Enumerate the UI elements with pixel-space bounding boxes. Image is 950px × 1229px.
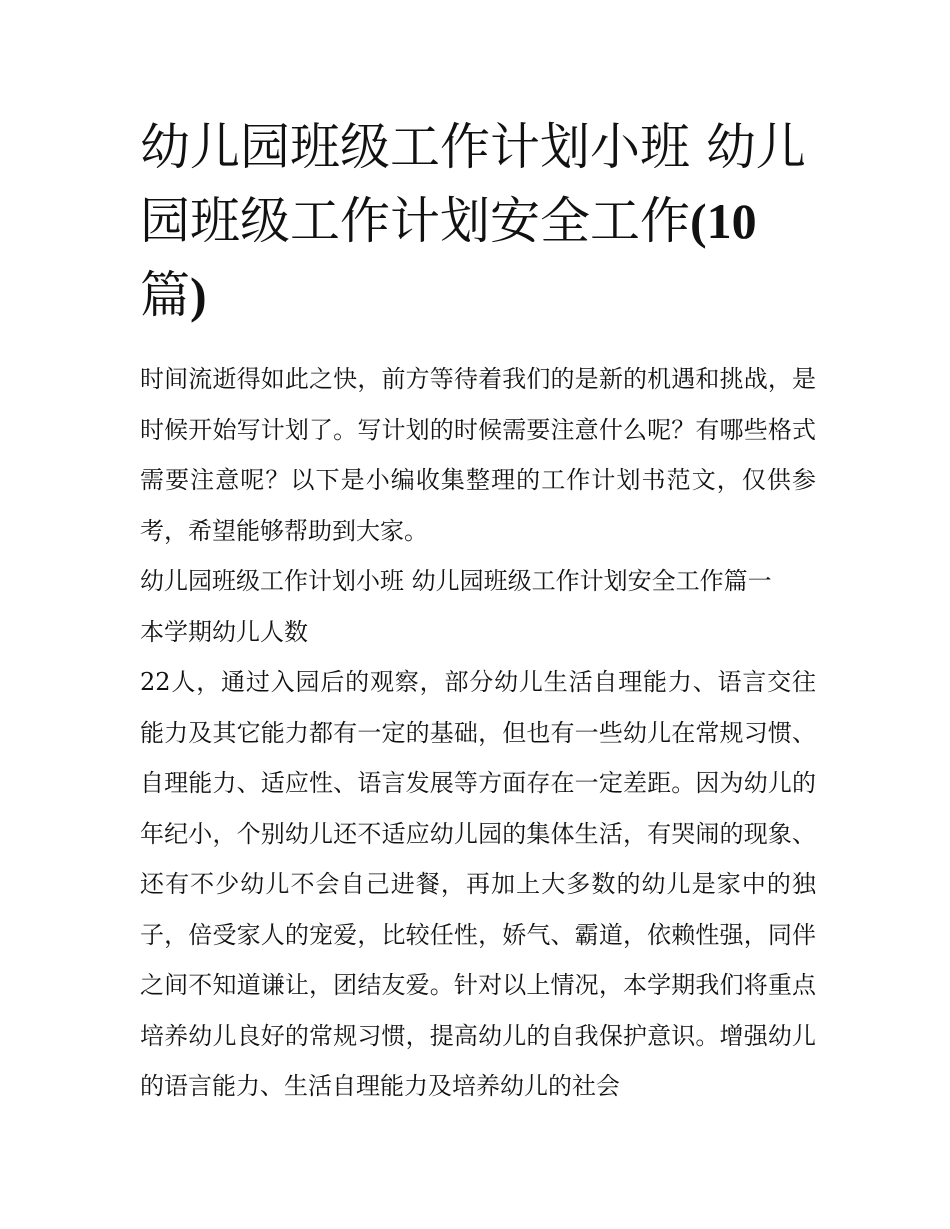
title-count-open: (10 [690,193,757,249]
section-subheading: 本学期幼儿人数 [140,617,308,646]
section-heading: 幼儿园班级工作计划小班 幼儿园班级工作计划安全工作篇一 [140,567,772,595]
title-count-close: ) [190,267,207,323]
title-text: 幼儿园班级工作计划小班 幼儿园班级工作计划安全工作 [140,118,806,250]
title-count-word: 篇 [140,266,190,324]
document-body [140,354,816,1112]
intro-paragraph: 时间流逝得如此之快，前方等待着我们的是新的机遇和挑战，是时候开始写计划了。写计划的时候需要注意什么呢？有哪些格式需要注意呢？以下是小编收集整理的工作计划书范文，仅供参考，希望能够帮助到大家。 [140,365,816,545]
document-title [140,110,820,332]
body-paragraph: 22人，通过入园后的观察，部分幼儿生活自理能力、语言交往能力及其它能力都有一定的基础，但也有一些幼儿在常规习惯、自理能力、适应性、语言发展等方面存在一定差距。因为幼儿的年纪小，个别幼儿还不适应幼儿园的集体生活，有哭闹的现象、还有不少幼儿不会自己进餐，再加上大多数的幼儿是家中的独子，倍受家人的宠爱，比较任性，娇气、霸道，依赖性强，同伴之间不知道谦让，团结友爱。针对以上情况，本学期我们将重点培养幼儿良好的常规习惯，提高幼儿的自我保护意识。增强幼儿的语言能力、生活自理能力及培养幼儿的社会 [140,668,816,1100]
